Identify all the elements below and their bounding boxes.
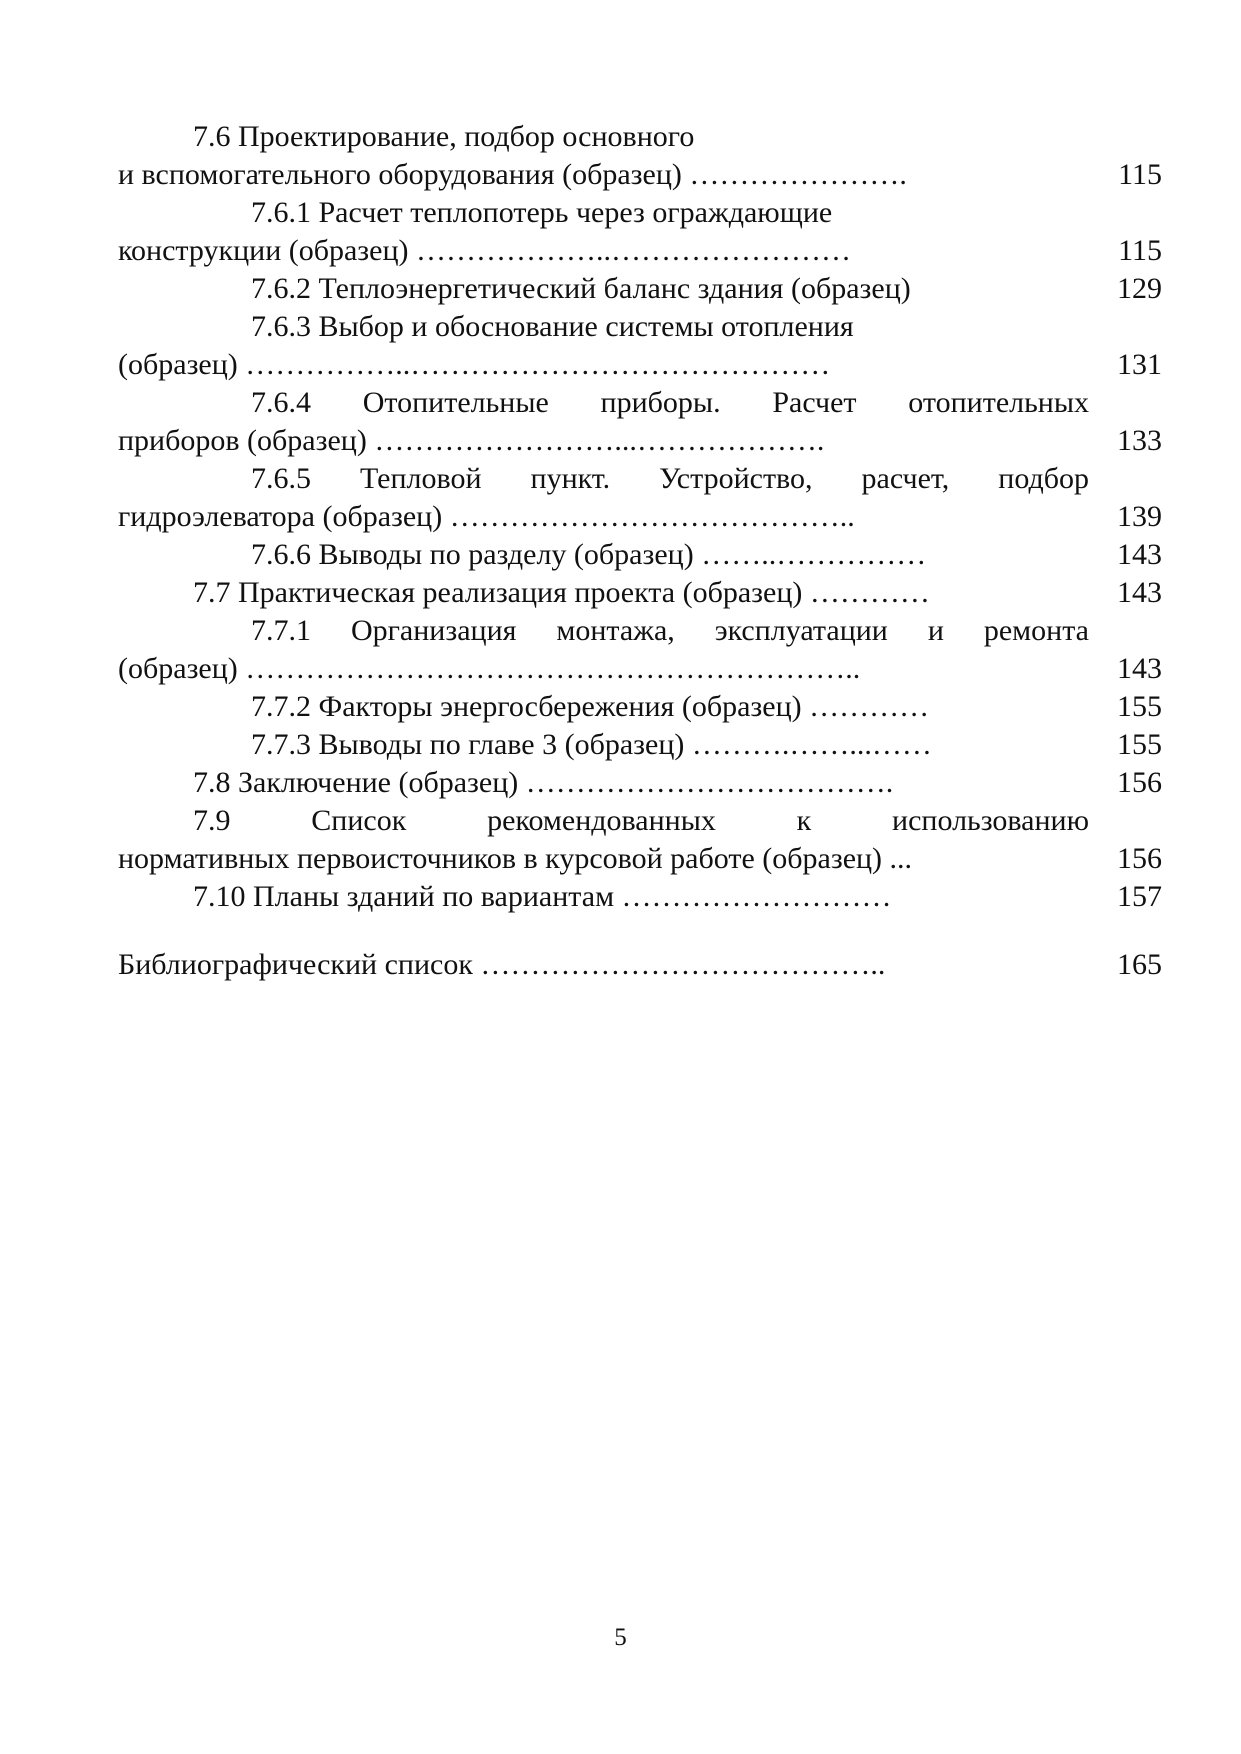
toc-spacer	[118, 916, 1162, 946]
toc-entry-title: 7.6.4 Отопительные приборы. Расчет отопительных	[251, 386, 1089, 419]
toc-entry-7-7-3	[118, 726, 1162, 764]
toc-entry-7-7-1	[118, 612, 1162, 688]
toc-entry-7-7-2	[118, 688, 1162, 726]
toc-entry-title: 7.6.6 Выводы по разделу (образец) ……..……………	[251, 538, 927, 571]
toc-entry-7-6-6	[118, 536, 1162, 574]
table-of-contents	[118, 118, 1162, 984]
toc-page-number: 131	[1117, 348, 1162, 381]
toc-page-number: 165	[1117, 948, 1162, 981]
toc-entry-title: 7.10 Планы зданий по вариантам ………………………	[193, 880, 892, 913]
toc-page-number: 129	[1117, 272, 1162, 305]
toc-entry-title-cont: приборов (образец) ……………………...……………….	[118, 424, 825, 457]
toc-page-number: 143	[1117, 652, 1162, 685]
toc-page-number: 133	[1117, 424, 1162, 457]
toc-entry-title: 7.7.1 Организация монтажа, эксплуатации и ремонта	[251, 614, 1089, 647]
toc-page-number: 115	[1118, 234, 1162, 267]
toc-entry-title: 7.7 Практическая реализация проекта (образец) …………	[193, 576, 930, 609]
toc-entry-bibliography	[118, 946, 1162, 984]
toc-page-number: 156	[1117, 766, 1162, 799]
toc-entry-7-6-5	[118, 460, 1162, 536]
toc-entry-title-cont: и вспомогательного оборудования (образец) ………………….	[118, 158, 907, 191]
toc-entry-title-cont: гидроэлеватора (образец) …………………………………..	[118, 500, 855, 533]
toc-entry-7-6-3	[118, 308, 1162, 384]
toc-entry-7-6-2	[118, 270, 1162, 308]
toc-entry-title: 7.6.2 Теплоэнергетический баланс здания (образец)	[251, 272, 911, 305]
toc-entry-title-cont: (образец) ……………..……………………………………	[118, 348, 831, 381]
toc-page-number: 115	[1118, 158, 1162, 191]
toc-page-number: 155	[1117, 690, 1162, 723]
toc-page-number: 143	[1117, 576, 1162, 609]
toc-entry-7-7	[118, 574, 1162, 612]
toc-entry-7-6-4	[118, 384, 1162, 460]
toc-entry-title: 7.8 Заключение (образец) ……………………………….	[193, 766, 894, 799]
page-number: 5	[614, 1624, 627, 1651]
toc-entry-title-cont: нормативных первоисточников в курсовой работе (образец) ...	[118, 842, 913, 875]
toc-page-number: 139	[1117, 500, 1162, 533]
toc-page-number: 156	[1117, 842, 1162, 875]
toc-entry-title: 7.6.1 Расчет теплопотерь через ограждающие	[251, 196, 833, 229]
toc-entry-title-cont: (образец) ……………………………………………………..	[118, 652, 861, 685]
toc-page-number: 143	[1117, 538, 1162, 571]
toc-entry-title: 7.6.5 Тепловой пункт. Устройство, расчет, подбор	[251, 462, 1089, 495]
toc-page-number: 157	[1117, 880, 1162, 913]
toc-entry-title: 7.6.3 Выбор и обоснование системы отопления	[251, 310, 854, 343]
toc-entry-7-6	[118, 118, 1162, 194]
toc-entry-7-9	[118, 802, 1162, 878]
toc-entry-title: 7.7.3 Выводы по главе 3 (образец) ……….……...……	[251, 728, 932, 761]
toc-page-number: 155	[1117, 728, 1162, 761]
toc-entry-title-cont: конструкции (образец) ………………..……………………	[118, 234, 852, 267]
toc-entry-title: 7.7.2 Факторы энергосбережения (образец) …………	[251, 690, 930, 723]
toc-entry-title: Библиографический список …………………………………..	[118, 948, 886, 981]
toc-entry-7-6-1	[118, 194, 1162, 270]
toc-entry-title: 7.9 Список рекомендованных к использованию	[193, 804, 1089, 837]
toc-entry-7-8	[118, 764, 1162, 802]
toc-entry-title: 7.6 Проектирование, подбор основного	[193, 120, 695, 153]
toc-entry-7-10	[118, 878, 1162, 916]
